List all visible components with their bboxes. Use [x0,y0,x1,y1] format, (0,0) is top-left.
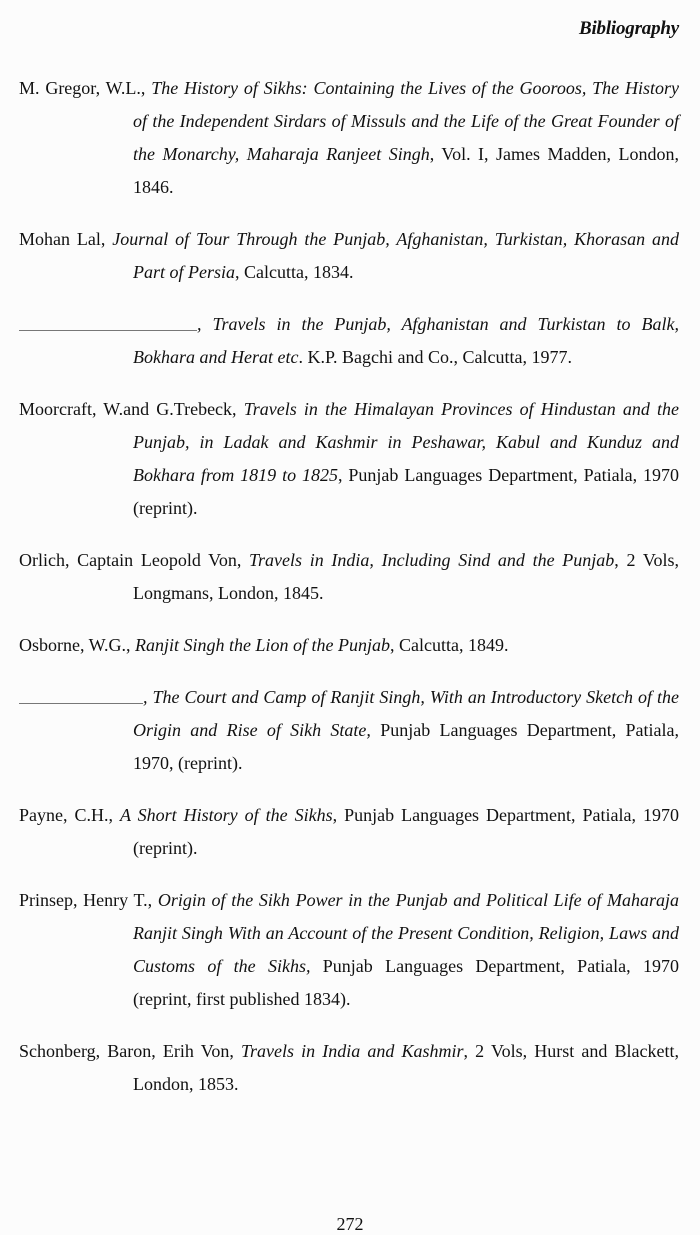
entry-title: A Short History of the Sikhs [119,805,333,825]
bibliography-entry [19,681,679,780]
running-header: Bibliography [578,18,679,39]
entry-title: Ranjit Singh the Lion of the Punjab [135,635,390,655]
entry-author: Osborne, W.G., [19,635,135,655]
entry-author: Payne, C.H., [19,805,120,825]
entry-title: Travels in the Himalayan Provinces of Hindustan and the Punjab, in Ladak and Kashmir in Peshawar, Kabul and Kunduz and Bokhara from 1819 to 1825 [133,399,680,485]
entry-author: Mohan Lal, [19,229,113,249]
entry-publication: , Punjab Languages Department, Patiala, 1970 (reprint). [133,805,679,858]
entry-publication: , Vol. I, James Madden, London, 1846. [133,144,679,197]
entry-author: M. Gregor, W.L., [19,78,152,98]
entry-author: Moorcraft, W.and G.Trebeck, [19,399,244,419]
entry-publication: , Calcutta, 1849. [390,635,509,655]
bibliography-list [19,72,679,1120]
entry-publication: , 2 Vols, Longmans, London, 1845. [133,550,680,603]
bibliography-entry [19,799,679,865]
entry-publication: , Calcutta, 1834. [235,262,354,282]
ditto-rule [19,703,143,704]
entry-title: Journal of Tour Through the Punjab, Afghanistan, Turkistan, Khorasan and Part of Persia [112,229,680,282]
entry-publication: , 2 Vols, Hurst and Blackett, London, 1853. [133,1041,679,1094]
bibliography-entry [19,308,679,374]
entry-title: , Travels in the Punjab, Afghanistan and Turkistan to Balk, Bokhara and Herat etc [133,314,679,367]
entry-publication: Punjab Languages Department, Patiala, 1970 (reprint, first published 1834). [133,956,679,1009]
entry-title: , The Court and Camp of Ranjit Singh, With an Introductory Sketch of the Origin and Rise of Sikh State, [133,687,679,740]
entry-author: Orlich, Captain Leopold Von, [19,550,250,570]
bibliography-entry [19,544,679,610]
entry-publication: Punjab Languages Department, Patiala, 1970, (reprint). [133,720,679,773]
entry-title: Travels in India and Kashmir [241,1041,464,1061]
bibliography-entry [19,393,679,525]
entry-title: The History of Sikhs: Containing the Lives of the Gooroos, The History of the Independent Sirdars of Missuls and the Life of the Great Founder of the Monarchy, Maharaja Ranjeet Singh [133,78,679,164]
bibliography-entry [19,72,679,204]
ditto-rule [19,330,197,331]
entry-publication: , Punjab Languages Department, Patiala, 1970 (reprint). [133,465,679,518]
entry-title: Origin of the Sikh Power in the Punjab and Political Life of Maharaja Ranjit Singh With an Account of the Present Condition, Religion, Laws and Customs of the Sikhs, [133,890,679,976]
entry-author: Schonberg, Baron, Erih Von, [19,1041,241,1061]
bibliography-entry [19,629,679,662]
bibliography-entry [19,1035,679,1101]
bibliography-entry [19,884,679,1016]
entry-title: Travels in India, Including Sind and the Punjab [249,550,615,570]
entry-author: Prinsep, Henry T., [19,890,158,910]
entry-publication: . K.P. Bagchi and Co., Calcutta, 1977. [298,347,572,367]
page-number: 272 [336,1214,364,1234]
bibliography-entry [19,223,679,289]
